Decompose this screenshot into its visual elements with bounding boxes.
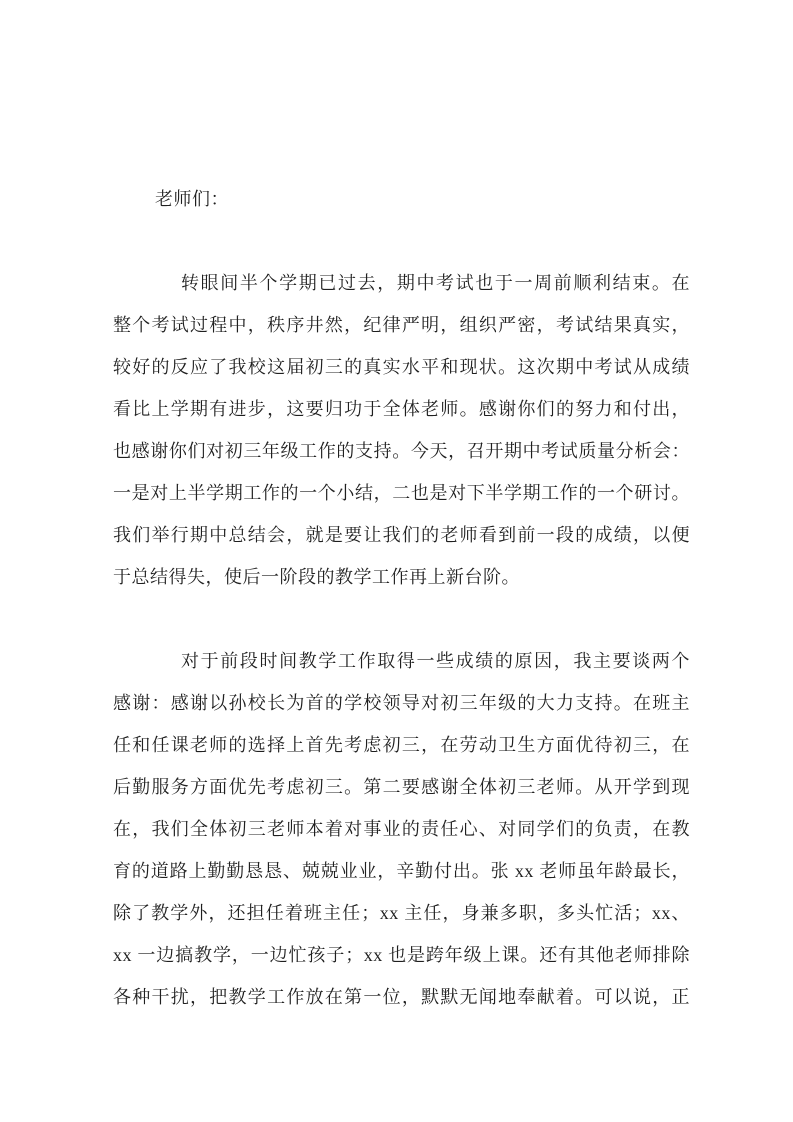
text-line: 整个考试过程中，秩序井然，纪律严明，组织严密，考试结果真实， [113,315,690,335]
text-line: 感谢：感谢以孙校长为首的学校领导对初三年级的大力支持。在班主 [113,693,690,713]
text-line: 我们举行期中总结会，就是要让我们的老师看到前一段的成绩，以便 [113,525,690,545]
paragraph-1 [113,262,690,598]
text-line: 也感谢你们对初三年级工作的支持。今天，召开期中考试质量分析会： [113,441,690,461]
text-line: 于总结得失，使后一阶段的教学工作再上新台阶。 [113,567,520,587]
text-line: 后勤服务方面优先考虑初三。第二要感谢全体初三老师。从开学到现 [113,777,690,797]
document-body [113,178,690,1018]
text-line: 任和任课老师的选择上首先考虑初三，在劳动卫生方面优待初三，在 [113,735,690,755]
salutation-line: 老师们： [155,189,229,209]
paragraph-2 [113,640,690,1018]
text-line: 看比上学期有进步，这要归功于全体老师。感谢你们的努力和付出， [113,399,690,419]
text-line: xx 一边搞教学，一边忙孩子；xx 也是跨年级上课。还有其他老师排除 [113,945,690,965]
text-line: 对于前段时间教学工作取得一些成绩的原因，我主要谈两个 [181,651,690,671]
paragraph-container [113,262,690,1018]
text-line: 在，我们全体初三老师本着对事业的责任心、对同学们的负责，在教 [113,819,690,839]
text-line: 育的道路上勤勤恳恳、兢兢业业，辛勤付出。张 xx 老师虽年龄最长， [113,861,690,881]
text-line: 较好的反应了我校这届初三的真实水平和现状。这次期中考试从成绩 [113,357,690,377]
text-line: 各种干扰，把教学工作放在第一位，默默无闻地奉献着。可以说，正 [113,987,690,1007]
text-line: 转眼间半个学期已过去，期中考试也于一周前顺利结束。在 [181,273,690,293]
text-line: 一是对上半学期工作的一个小结，二也是对下半学期工作的一个研讨。 [113,483,690,503]
text-line: 除了教学外，还担任着班主任；xx 主任，身兼多职，多头忙活；xx、 [113,903,690,923]
